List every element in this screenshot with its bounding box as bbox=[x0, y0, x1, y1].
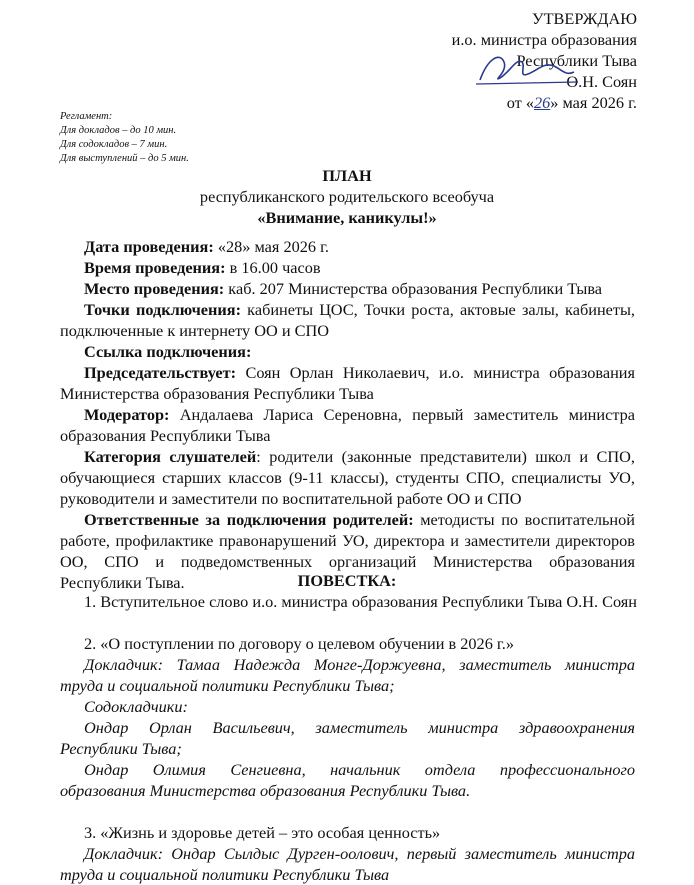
agenda-item-2-speaker-cont: труда и социальной политики Республики Тыва; bbox=[60, 676, 395, 695]
approval-signer: О.Н. Соян bbox=[566, 72, 637, 91]
responsible-field-cont2: ОО, СПО и подведомственных организаций Министерства образования bbox=[60, 552, 635, 571]
agenda-item-2: 2. «О поступлении по договору о целевом обучении в 2026 г.» bbox=[84, 634, 514, 653]
approval-date: от «26» мая 2026 г. bbox=[506, 93, 637, 112]
regulation bbox=[60, 110, 189, 166]
approval-position: и.о. министра образования bbox=[451, 30, 637, 49]
moderator-field-cont: образования Республики Тыва bbox=[60, 426, 271, 445]
agenda-title: ПОВЕСТКА: bbox=[297, 571, 397, 590]
event-name: «Внимание, каникулы!» bbox=[257, 208, 437, 227]
agenda-item-3-speaker-cont: труда и социальной политики Республики Тыва bbox=[60, 865, 390, 884]
agenda-item-2-cospeaker-1-cont: Республики Тыва; bbox=[60, 739, 182, 758]
regulation-coreports: Для содокладов – 7 мин. bbox=[60, 139, 168, 150]
agenda-item-1: 1. Вступительное слово и.о. министра образования Республики Тыва О.Н. Соян bbox=[84, 592, 637, 611]
document-subtitle: республиканского родительского всеобуча bbox=[199, 187, 495, 206]
approval-republic: Республики Тыва bbox=[516, 51, 637, 70]
agenda-item-2-cospeakers: Содокладчики: bbox=[84, 697, 188, 716]
approval-title: УТВЕРЖДАЮ bbox=[532, 9, 637, 28]
audience-field-cont2: руководители и заместители по воспитательной работе ОО и СПО bbox=[60, 489, 522, 508]
audience-field: Категория слушателей: родители (законные представители) школ и СПО, bbox=[84, 447, 635, 466]
responsible-field-cont3: Республики Тыва. bbox=[60, 573, 185, 592]
points-field-cont: подключенные к интернету ОО и СПО bbox=[60, 321, 330, 340]
time-field: Время проведения: в 16.00 часов bbox=[84, 258, 321, 277]
signature-icon bbox=[470, 48, 580, 88]
agenda-list bbox=[60, 591, 635, 885]
regulation-reports: Для докладов – до 10 мин. bbox=[60, 125, 177, 136]
responsible-field-cont1: работе, профилактике правонарушений УО, директора и заместители директоров bbox=[60, 531, 635, 550]
event-details bbox=[60, 236, 635, 593]
chair-field: Председательствует: Соян Орлан Николаевич, и.о. министра образования bbox=[84, 363, 635, 382]
agenda-item-2-cospeaker-2-cont: образования Министерства образования Республики Тыва. bbox=[60, 781, 471, 800]
audience-field-cont1: обучающиеся старших классов (9-11 классы), студенты СПО, специалисты УО, bbox=[60, 468, 635, 487]
date-field: Дата проведения: «28» мая 2026 г. bbox=[84, 237, 329, 256]
agenda-item-3: 3. «Жизнь и здоровье детей – это особая ценность» bbox=[84, 823, 441, 842]
approval-date-day: 26 bbox=[533, 93, 551, 112]
agenda-item-2-cospeaker-2: Ондар Олимия Сенгиевна, начальник отдела профессионального bbox=[84, 760, 635, 779]
regulation-speeches: Для выступлений – до 5 мин. bbox=[60, 153, 189, 164]
chair-field-cont: Министерства образования Республики Тыва bbox=[60, 384, 374, 403]
responsible-field: Ответственные за подключения родителей: методисты по воспитательной bbox=[84, 510, 635, 529]
regulation-title: Регламент: bbox=[60, 111, 113, 122]
agenda-item-2-speaker: Докладчик: Тамаа Надежда Монге-Доржуевна, заместитель министра bbox=[84, 655, 635, 674]
link-field: Ссылка подключения: bbox=[84, 342, 252, 361]
place-field: Место проведения: каб. 207 Министерства образования Республики Тыва bbox=[84, 279, 603, 298]
document-header bbox=[0, 165, 694, 228]
document-title: ПЛАН bbox=[322, 166, 372, 185]
moderator-field: Модератор: Андалаева Лариса Сереновна, первый заместитель министра bbox=[84, 405, 635, 424]
agenda-item-3-speaker: Докладчик: Ондар Сылдыс Дурген-оолович, первый заместитель министра bbox=[84, 844, 635, 863]
agenda-item-2-cospeaker-1: Ондар Орлан Васильевич, заместитель министра здравоохранения bbox=[84, 718, 635, 737]
points-field: Точки подключения: кабинеты ЦОС, Точки роста, актовые залы, кабинеты, bbox=[84, 300, 636, 319]
